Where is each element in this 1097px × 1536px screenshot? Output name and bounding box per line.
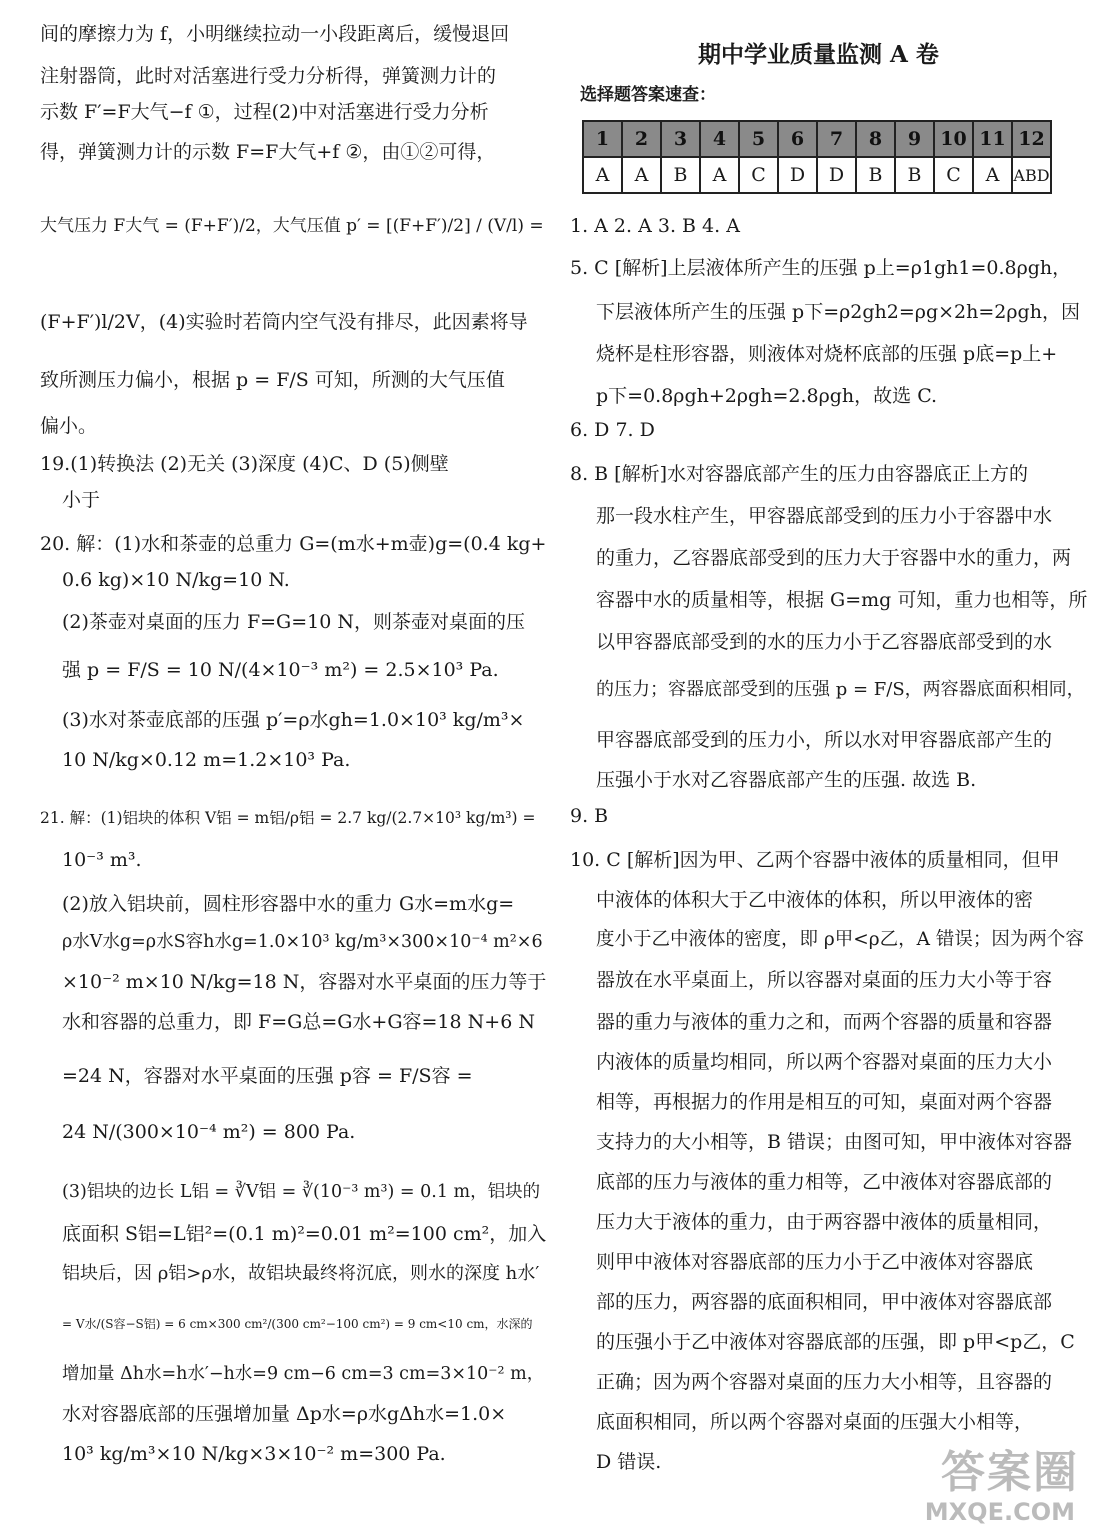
text-line: 底面积 S铝=L铝²=(0.1 m)²=0.01 m²=100 cm²，加入 bbox=[62, 1223, 547, 1245]
text-line: p下=0.8ρgh+2ρgh=2.8ρgh，故选 C. bbox=[596, 385, 938, 407]
table-cell: 2 bbox=[622, 121, 661, 157]
text-line: 的重力，乙容器底部受到的压力大于容器中水的重力，两 bbox=[596, 547, 1072, 569]
watermark-logo bbox=[899, 1436, 1079, 1526]
table-cell: B bbox=[895, 157, 934, 193]
text-line: 下层液体所产生的压强 p下=ρ2gh2=ρg×2h=2ρgh，因 bbox=[596, 301, 1080, 323]
table-cell: 5 bbox=[739, 121, 778, 157]
text-line: 0.6 kg)×10 N/kg=10 N. bbox=[62, 569, 290, 591]
text-line: 5. C [解析]上层液体所产生的压强 p上=ρ1gh1=0.8ρgh， bbox=[570, 257, 1072, 279]
text-line: = V水/(S容−S铝) = 6 cm×300 cm²/(300 cm²−100 cm²) = 9 cm<10 cm，水深的 bbox=[62, 1317, 533, 1331]
text-line: 致所测压力偏小，根据 p = F/S 可知，所测的大气压值 bbox=[40, 369, 505, 391]
text-line: 10⁻³ m³. bbox=[62, 849, 142, 871]
watermark-url: MXQE.COM bbox=[924, 1498, 1075, 1526]
table-cell: 3 bbox=[661, 121, 700, 157]
table-cell: ABD bbox=[1012, 157, 1051, 193]
text-line: 大气压力 F大气 = (F+F′)/2，大气压值 p′ = [(F+F′)/2] / (V/l) = bbox=[40, 216, 544, 236]
text-line: 偏小。 bbox=[40, 415, 98, 437]
text-line: 器的重力与液体的重力之和，而两个容器的质量和容器 bbox=[596, 1011, 1053, 1033]
text-line: 19.(1)转换法 (2)无关 (3)深度 (4)C、D (5)侧壁 bbox=[40, 453, 449, 475]
text-line: 那一段水柱产生，甲容器底部受到的压力小于容器中水 bbox=[596, 505, 1053, 527]
text-line: 20. 解：(1)水和茶壶的总重力 G=(m水+m壶)g=(0.4 kg+ bbox=[40, 533, 547, 555]
text-line: 水对容器底部的压强增加量 Δp水=ρ水gΔh水=1.0× bbox=[62, 1403, 507, 1425]
text-line: 器放在水平桌面上，所以容器对桌面的压力大小等于容 bbox=[596, 969, 1053, 991]
text-line: 则甲中液体对容器底部的压力小于乙中液体对容器底 bbox=[596, 1251, 1034, 1273]
text-line: ρ水V水g=ρ水S容h水g=1.0×10³ kg/m³×300×10⁻⁴ m²×6 bbox=[62, 932, 543, 952]
table-cell: 8 bbox=[856, 121, 895, 157]
text-line: ×10⁻² m×10 N/kg=18 N，容器对水平桌面的压力等于 bbox=[62, 971, 547, 993]
text-line: 小于 bbox=[62, 489, 101, 511]
table-cell: 12 bbox=[1012, 121, 1051, 157]
text-line: 的压力；容器底部受到的压强 p = F/S，两容器底面积相同， bbox=[596, 679, 1085, 700]
text-line: 10. C [解析]因为甲、乙两个容器中液体的质量相同，但甲 bbox=[570, 849, 1060, 871]
text-line: (2)茶壶对桌面的压力 F=G=10 N，则茶壶对桌面的压 bbox=[62, 611, 525, 633]
text-line: 支持力的大小相等，B 错误；由图可知，甲中液体对容器 bbox=[596, 1131, 1073, 1153]
text-line: 水和容器的总重力，即 F=G总=G水+G容=18 N+6 N bbox=[62, 1011, 535, 1033]
text-line: 内液体的质量均相同，所以两个容器对桌面的压力大小 bbox=[596, 1051, 1053, 1073]
text-line: 甲容器底部受到的压力小，所以水对甲容器底部产生的 bbox=[596, 729, 1053, 751]
text-line: 21. 解：(1)铝块的体积 V铝 = m铝/ρ铝 = 2.7 kg/(2.7×10³ kg/m³) = bbox=[40, 809, 536, 827]
text-line: 10 N/kg×0.12 m=1.2×10³ Pa. bbox=[62, 749, 351, 771]
text-line: 24 N/(300×10⁻⁴ m²) = 800 Pa. bbox=[62, 1121, 356, 1143]
text-line: 6. D 7. D bbox=[570, 419, 655, 441]
answer-table bbox=[582, 120, 1052, 194]
table-cell: A bbox=[700, 157, 739, 193]
text-line: 容器中水的质量相等，根据 G=mg 可知，重力也相等，所 bbox=[596, 589, 1088, 611]
text-line: 压强小于水对乙容器底部产生的压强. 故选 B. bbox=[596, 769, 977, 791]
table-cell: 11 bbox=[973, 121, 1012, 157]
text-line: 铝块后，因 ρ铝>ρ水，故铝块最终将沉底，则水的深度 h水′ bbox=[62, 1263, 540, 1284]
table-cell: B bbox=[856, 157, 895, 193]
text-line: =24 N，容器对水平桌面的压强 p容 = F/S容 = bbox=[62, 1065, 473, 1087]
answer-table-row bbox=[583, 157, 1051, 193]
text-line: (3)水对茶壶底部的压强 p′=ρ水gh=1.0×10³ kg/m³× bbox=[62, 709, 525, 731]
text-line: 注射器筒，此时对活塞进行受力分析得，弹簧测力计的 bbox=[40, 65, 497, 87]
watermark-text: 答案圈 bbox=[941, 1447, 1079, 1498]
table-cell: D bbox=[778, 157, 817, 193]
text-line: 底部的压力与液体的重力相等，乙中液体对容器底部的 bbox=[596, 1171, 1053, 1193]
table-cell: 4 bbox=[700, 121, 739, 157]
text-line: (2)放入铝块前，圆柱形容器中水的重力 G水=m水g= bbox=[62, 893, 515, 915]
table-cell: D bbox=[817, 157, 856, 193]
text-line: 中液体的体积大于乙中液体的体积，所以甲液体的密 bbox=[596, 889, 1034, 911]
table-cell: 9 bbox=[895, 121, 934, 157]
text-line: 9. B bbox=[570, 805, 609, 827]
answer-table-header bbox=[583, 121, 1051, 157]
text-line: D 错误. bbox=[596, 1451, 662, 1473]
table-cell: 6 bbox=[778, 121, 817, 157]
section-title: 期中学业质量监测 A 卷 bbox=[698, 41, 939, 68]
text-line: 强 p = F/S = 10 N/(4×10⁻³ m²) = 2.5×10³ Pa. bbox=[62, 659, 499, 681]
text-line: 得，弹簧测力计的示数 F=F大气+f ②，由①②可得， bbox=[40, 141, 496, 163]
table-cell: A bbox=[622, 157, 661, 193]
table-cell: A bbox=[583, 157, 622, 193]
text-line: 部的压力，两容器的底面积相同，甲中液体对容器底部 bbox=[596, 1291, 1053, 1313]
text-line: 以甲容器底部受到的水的压力小于乙容器底部受到的水 bbox=[596, 631, 1053, 653]
table-cell: 1 bbox=[583, 121, 622, 157]
text-line: 8. B [解析]水对容器底部产生的压力由容器底正上方的 bbox=[570, 463, 1028, 485]
table-cell: 10 bbox=[934, 121, 973, 157]
text-line: 增加量 Δh水=h水′−h水=9 cm−6 cm=3 cm=3×10⁻² m， bbox=[62, 1364, 545, 1384]
table-cell: 7 bbox=[817, 121, 856, 157]
text-line: 压力大于液体的重力，由于两容器中液体的质量相同， bbox=[596, 1211, 1053, 1233]
text-line: 10³ kg/m³×10 N/kg×3×10⁻² m=300 Pa. bbox=[62, 1443, 446, 1465]
text-line: 度小于乙中液体的密度，即 ρ甲<ρ乙，A 错误；因为两个容 bbox=[596, 929, 1084, 950]
text-line: (F+F′)l/2V，(4)实验时若筒内空气没有排尽，此因素将导 bbox=[40, 311, 528, 333]
table-cell: B bbox=[661, 157, 700, 193]
table-cell: A bbox=[973, 157, 1012, 193]
section-subtitle: 选择题答案速查： bbox=[580, 85, 716, 105]
table-cell: C bbox=[739, 157, 778, 193]
text-line: 正确；因为两个容器对桌面的压力大小相等，且容器的 bbox=[596, 1371, 1053, 1393]
text-line: 的压强小于乙中液体对容器底部的压强，即 p甲<p乙，C bbox=[596, 1331, 1075, 1353]
table-cell: C bbox=[934, 157, 973, 193]
text-line: 烧杯是柱形容器，则液体对烧杯底部的压强 p底=p上+ bbox=[596, 343, 1058, 365]
text-line: 间的摩擦力为 f，小明继续拉动一小段距离后，缓慢退回 bbox=[40, 23, 510, 45]
text-line: 相等，再根据力的作用是相互的可知，桌面对两个容器 bbox=[596, 1091, 1053, 1113]
text-line: 底面积相同，所以两个容器对桌面的压强大小相等， bbox=[596, 1411, 1034, 1433]
text-line: 示数 F′=F大气−f ①，过程(2)中对活塞进行受力分析 bbox=[40, 101, 489, 123]
text-line: 1. A 2. A 3. B 4. A bbox=[570, 215, 740, 237]
text-line: (3)铝块的边长 L铝 = ∛V铝 = ∛(10⁻³ m³) = 0.1 m，铝块的 bbox=[62, 1182, 541, 1202]
